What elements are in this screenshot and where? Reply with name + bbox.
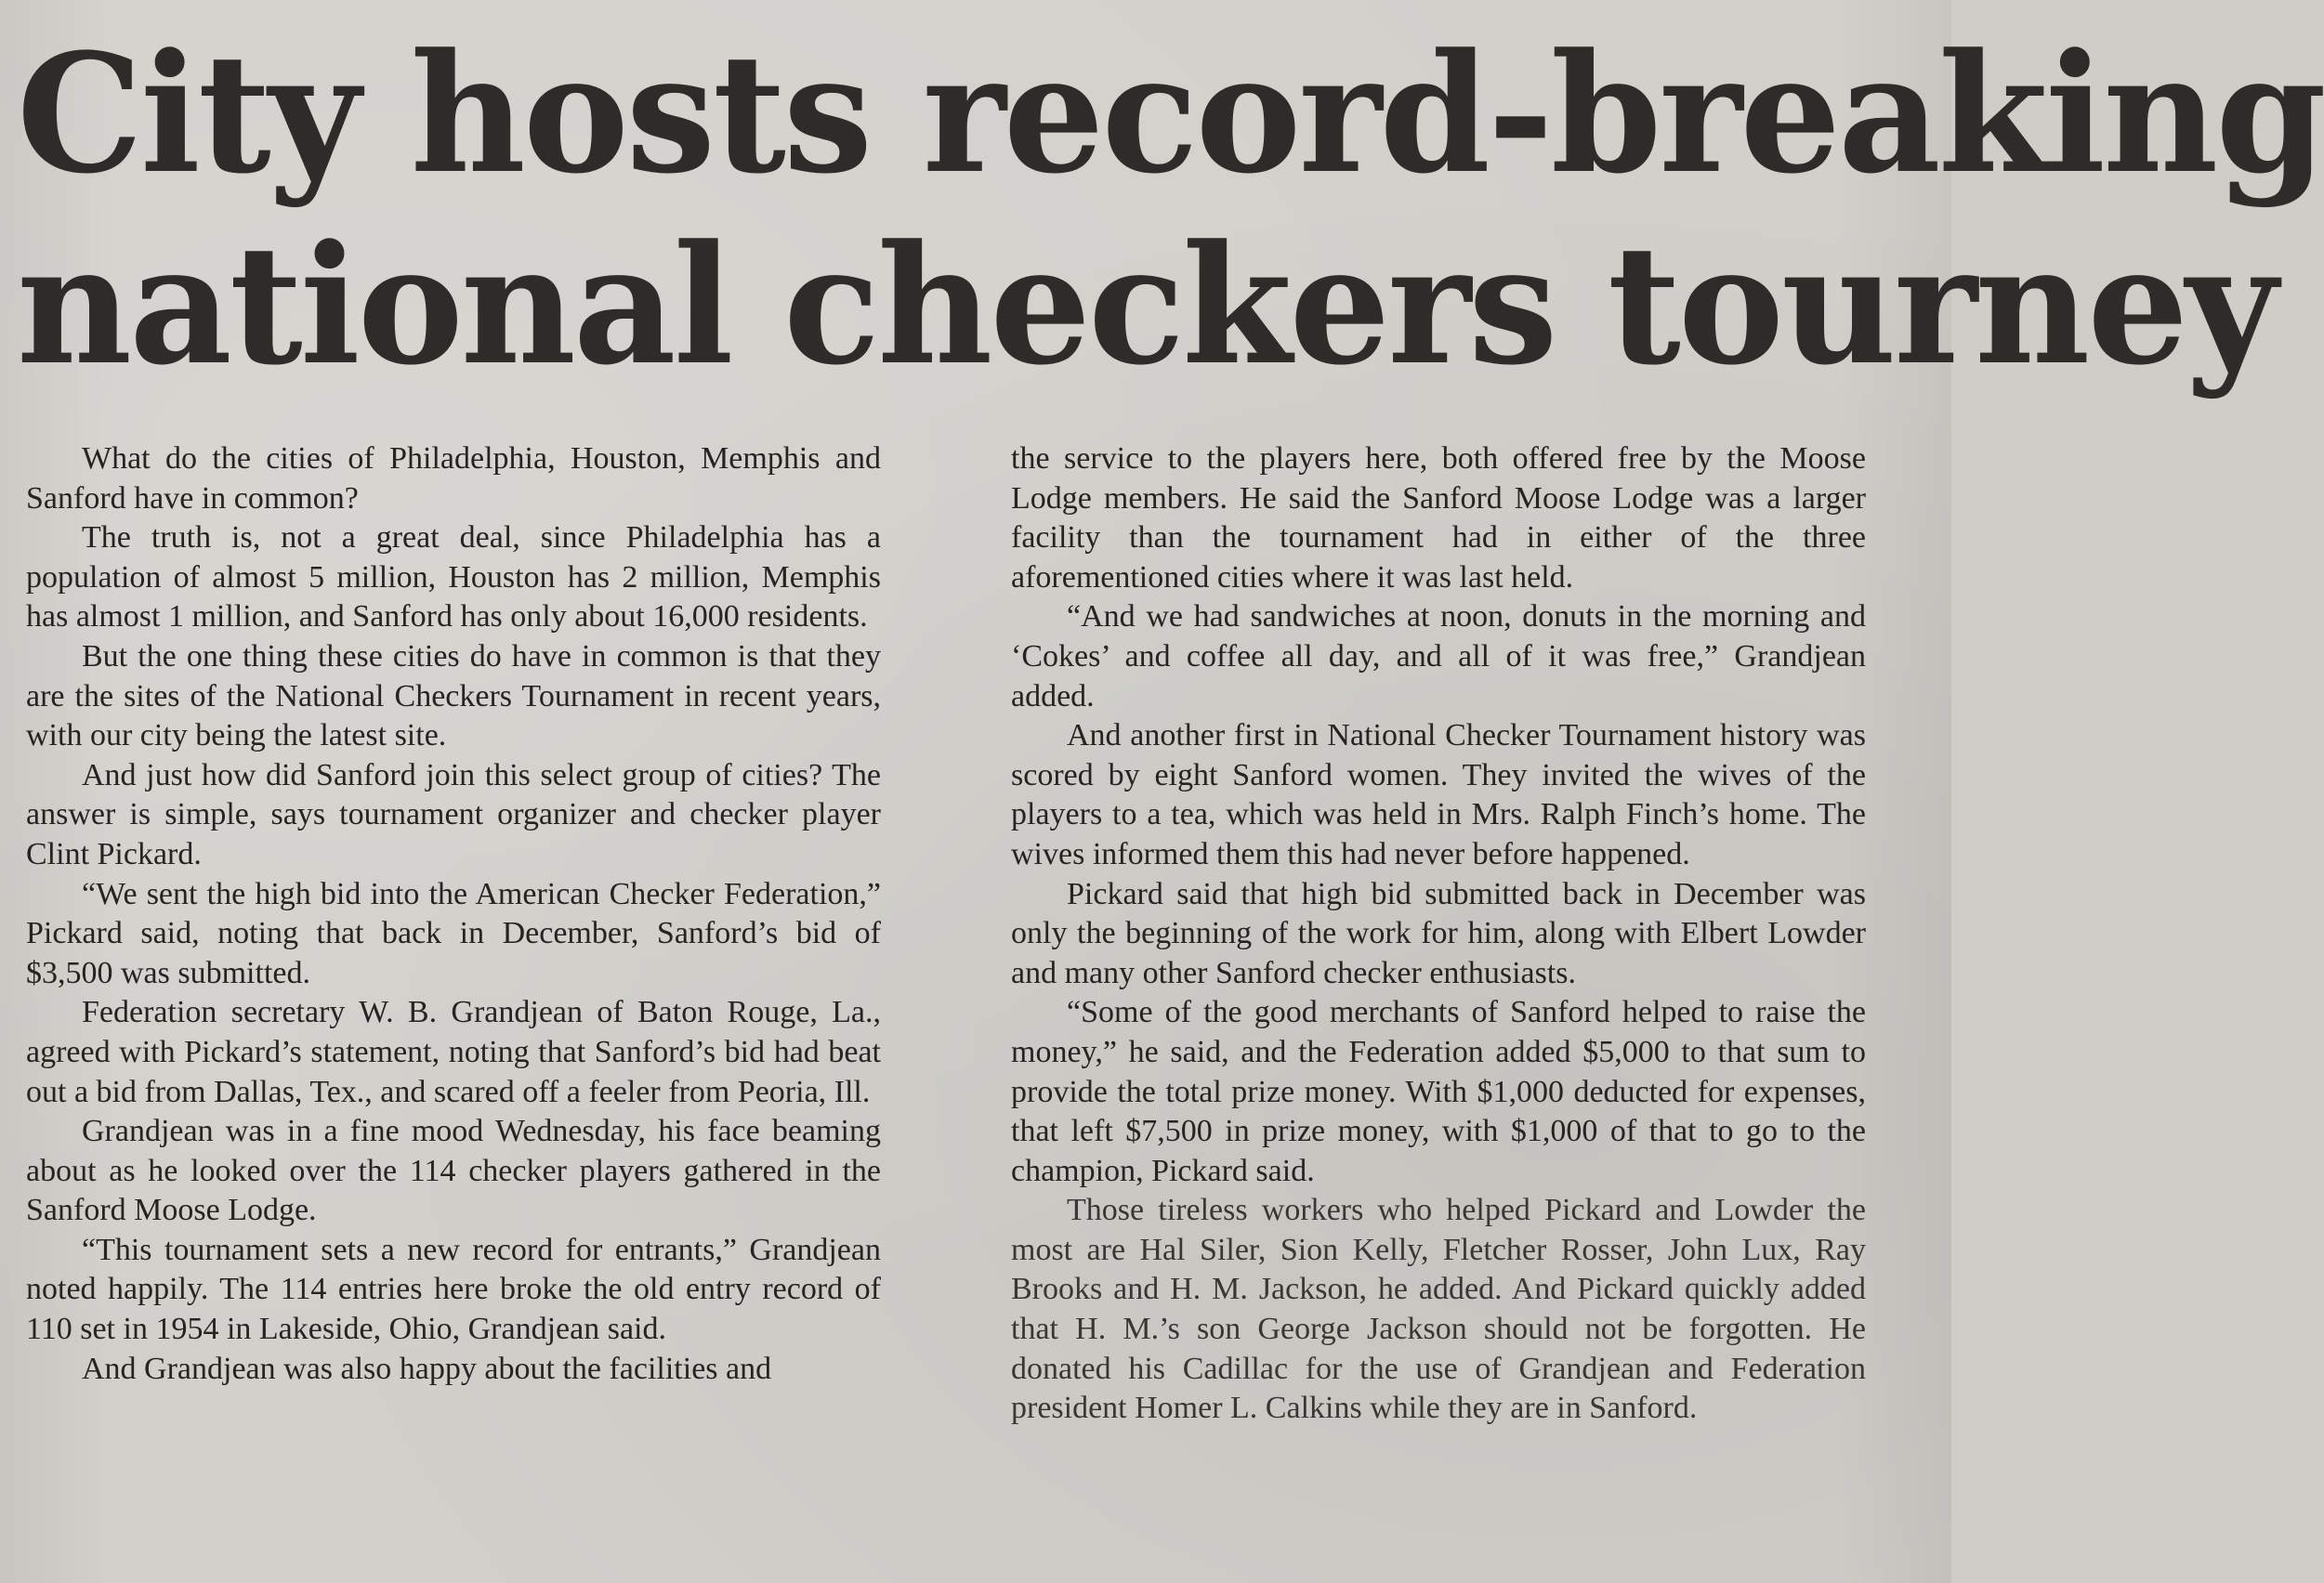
paragraph-continued: the service to the players here, both offered free by the Moose Lodge members. He said the Sanford Moose Lodge was a larger facility than the tournament had in either of the three aforementioned cities where it was last held. (1011, 441, 1866, 595)
article-left-column (26, 439, 881, 1389)
paragraph: Grandjean was in a fine mood Wednesday, his face beaming about as he looked over the 114 checker players gathered in the Sanford Moose Lodge. (26, 1114, 881, 1228)
paragraph: Pickard said that high bid submitted back in December was only the beginning of the work for him, along with Elbert Lowder and many other Sanford checker enthusiasts. (1011, 876, 1866, 990)
paragraph: “This tournament sets a new record for entrants,” Grandjean noted happily. The 114 entries here broke the old entry record of 110 set in 1954 in Lakeside, Ohio, Grandjean said. (26, 1232, 881, 1347)
paragraph: And just how did Sanford join this select group of cities? The answer is simple, says tournament organizer and checker player Clint Pickard. (26, 757, 881, 871)
paragraph: “And we had sandwiches at noon, donuts in the morning and ‘Cokes’ and coffee all day, and all of it was free,” Grandjean added. (1011, 599, 1866, 713)
paragraph: And another first in National Checker Tournament history was scored by eight Sanford women. They invited the wives of the players to a tea, which was held in Mrs. Ralph Finch’s home. The wives informed them this had never before happened. (1011, 718, 1866, 871)
paragraph: And Grandjean was also happy about the facilities and (82, 1351, 772, 1386)
paragraph: “We sent the high bid into the American Checker Federation,” Pickard said, noting that back in December, Sanford’s bid of $3,500 was submitted. (26, 876, 881, 990)
paragraph: The truth is, not a great deal, since Philadelphia has a population of almost 5 million, Houston has 2 million, Memphis has almost 1 million, and Sanford has only about 16,000 residents. (26, 520, 881, 635)
headline-line-1: City hosts record-breaking (17, 18, 2324, 210)
article-right-column (1011, 439, 1866, 1429)
headline (17, 18, 2324, 401)
paragraph: What do the cities of Philadelphia, Houston, Memphis and Sanford have in common? (26, 441, 881, 516)
paragraph: Federation secretary W. B. Grandjean of Baton Rouge, La., agreed with Pickard’s statement, noting that Sanford’s bid had beat out a bid from Dallas, Tex., and scared off a feeler from Peoria, Ill. (26, 995, 881, 1109)
paragraph: But the one thing these cities do have in common is that they are the sites of the National Checkers Tournament in recent years, with our city being the latest site. (26, 638, 881, 753)
paragraph: Those tireless workers who helped Pickard and Lowder the most are Hal Siler, Sion Kelly, Fletcher Rosser, John Lux, Ray Brooks and H. M. Jackson, he added. And Pickard quickly added that H. M.’s son George Jackson should not be forgotten. He donated his Cadillac for the use of Grandjean and Federation president Homer L. Calkins while they are in Sanford. (1011, 1193, 1866, 1426)
paragraph: “Some of the good merchants of Sanford helped to raise the money,” he said, and the Federation added $5,000 to that sum to provide the total prize money. With $1,000 deducted for expenses, that left $7,500 in prize money, with $1,000 of that to go to the champion, Pickard said. (1011, 995, 1866, 1188)
headline-line-2: national checkers tourney (17, 209, 2276, 401)
